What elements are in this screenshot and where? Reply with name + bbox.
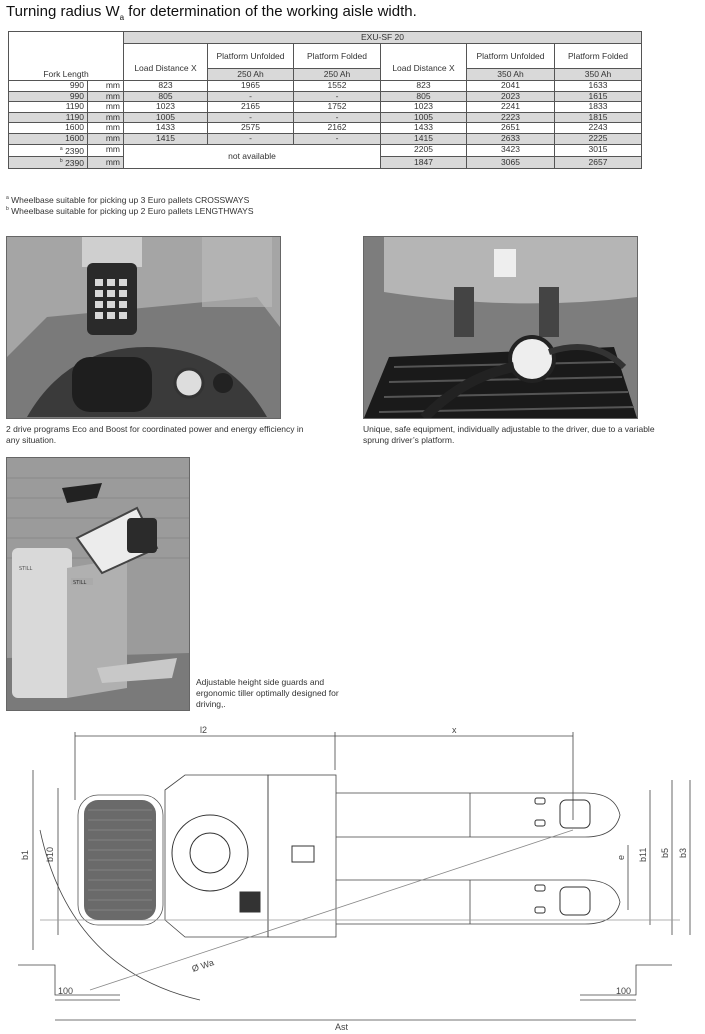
col-platform-unfolded-250: Platform Unfolded (208, 44, 294, 69)
dim-wa: Ø Wa (190, 957, 216, 974)
dim-100-left: 100 (58, 986, 74, 996)
still-logo-small: STILL (19, 566, 33, 572)
table-row: 990 mm 805 - - 805 2023 1615 (9, 91, 642, 102)
turning-radius-diagram (0, 720, 705, 1034)
dim-b1: b1 (20, 849, 30, 860)
caption-photo3: Adjustable height side guards and ergonomic tiller optimally designed for driving,. (196, 677, 339, 709)
load-distance-header-2: Load Distance X (381, 44, 467, 81)
table-row: $^b$ 2390 mm 1847 3065 2657 (9, 156, 642, 168)
table-row: 1190 mm 1023 2165 1752 1023 2241 1833 (9, 102, 642, 113)
load-distance-header: Load Distance X (124, 44, 208, 81)
table-row: 1600 mm 1433 2575 2162 1433 2651 2243 (9, 123, 642, 134)
battery-350-b: 350 Ah (555, 69, 642, 81)
dim-b5: b5 (660, 847, 670, 858)
still-logo: STILL (73, 580, 87, 586)
truck-tiller-image (7, 458, 189, 710)
battery-250-b: 250 Ah (294, 69, 381, 81)
dim-b3: b3 (678, 847, 688, 858)
footnote-b: $^b$ Wheelbase suitable for picking up 2 Euro pallets LENGTHWAYS (6, 206, 254, 216)
col-platform-folded-350: Platform Folded (555, 44, 642, 69)
dim-e: e (616, 854, 626, 860)
dim-ast: Ast (335, 1022, 349, 1032)
fork-length-header: Fork Length (9, 32, 124, 81)
table-row: $^a$ 2390 mm not available 2205 3423 3015 (9, 144, 642, 156)
dim-x: x (452, 725, 457, 735)
caption-photo1: 2 drive programs Eco and Boost for coordinated power and energy efficiency in any situation. (6, 424, 304, 445)
footnote-a: $^a$ Wheelbase suitable for picking up 3 Euro pallets CROSSWAYS (6, 195, 250, 205)
photo-tiller-keypad (6, 236, 281, 419)
col-platform-folded-250: Platform Folded (294, 44, 381, 69)
table-row: 1190 mm 1005 - - 1005 2223 1815 (9, 112, 642, 123)
dim-l2: l2 (200, 725, 208, 735)
col-platform-unfolded-350: Platform Unfolded (467, 44, 555, 69)
table-row: 1600 mm 1415 - - 1415 2633 2225 (9, 133, 642, 144)
dim-b10: b10 (45, 846, 55, 862)
gauge-platform-image (364, 237, 637, 418)
not-available-cell: not available (124, 144, 381, 169)
page-title: Turning radius $W_a$ for determination of the working aisle width. (6, 3, 417, 22)
battery-250-a: 250 Ah (208, 69, 294, 81)
caption-photo2: Unique, safe equipment, individually adjustable to the driver, due to a variable sprung driver’s platform. (363, 424, 655, 445)
photo-truck-tiller (6, 457, 190, 711)
table-row: 990 mm 823 1965 1552 823 2041 1633 (9, 81, 642, 92)
photo-gauge-platform (363, 236, 638, 419)
turning-radius-table (8, 31, 642, 169)
dim-100-right: 100 (616, 986, 632, 996)
battery-350-a: 350 Ah (467, 69, 555, 81)
tiller-keypad-image (7, 237, 280, 418)
group-header: EXU-SF 20 (124, 32, 642, 44)
dim-b11: b11 (638, 847, 648, 862)
